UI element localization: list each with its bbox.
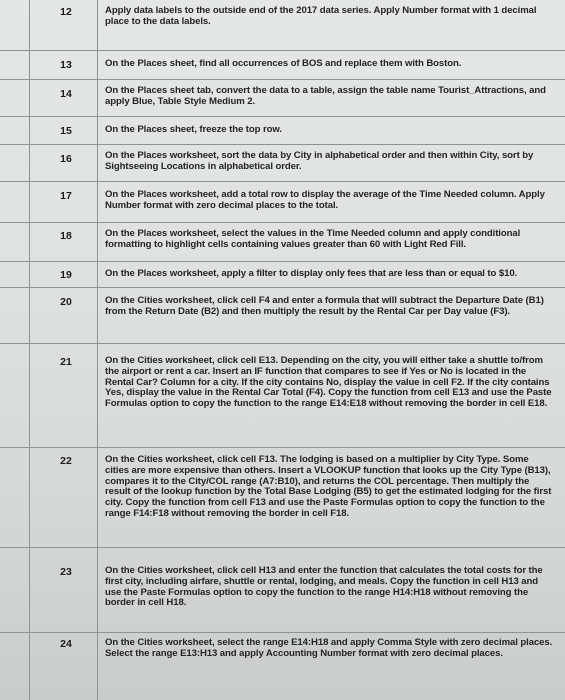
step-text: On the Places worksheet, select the values in the Time Needed column and apply conditional formatting to highlight cells containing values greater than 60 with Light Red Fill. <box>105 228 521 250</box>
step-number: 21 <box>60 356 72 368</box>
step-number: 18 <box>60 230 72 242</box>
table-row <box>0 182 565 223</box>
table-row <box>0 633 565 700</box>
step-text: On the Places worksheet, sort the data by City in alphabetical order and then within City, sort by Sightseeing Locations in alphabetical order. <box>105 150 534 172</box>
step-text: On the Cities worksheet, click cell H13 and enter the function that calculates the total costs for the first city, including airfare, shuttle or rental, lodging, and meals. Copy the function in cell H13 and use the Paste Formulas option to copy the function to the range H14:H18 without removing the border in cell H18. <box>105 565 543 609</box>
table-row <box>0 548 565 633</box>
step-text: On the Places worksheet, apply a filter to display only fees that are less than or equal to $10. <box>105 268 518 279</box>
step-number: 13 <box>60 59 72 71</box>
step-text: On the Cities worksheet, select the range E14:H18 and apply Comma Style with zero decimal places. Select the range E13:H13 and apply Accounting Number format with zero decimal places. <box>105 637 553 659</box>
step-text: On the Places sheet, freeze the top row. <box>105 124 282 135</box>
step-text: Apply data labels to the outside end of the 2017 data series. Apply Number format with 1 decimal place to the data labels. <box>105 5 537 27</box>
step-text: On the Cities worksheet, click cell E13. Depending on the city, you will either take a shuttle to/from the airport or rent a car. Insert an IF function that compares to see if Yes or No is located in the Rental Car? Column for a city. If the city contains No, display the value in cell F2. If the city contains Yes, display the value in the Rental Car Total (F4). Copy the function from cell E13 and use the Paste Formulas option to copy the function to the range E14:E18 without removing the border in cell E18. <box>105 355 552 410</box>
table-row <box>0 117 565 145</box>
step-number: 22 <box>60 455 72 467</box>
table-row <box>0 51 565 80</box>
table-row <box>0 448 565 548</box>
table-row <box>0 145 565 182</box>
step-number: 24 <box>60 638 72 650</box>
step-text: On the Places sheet tab, convert the data to a table, assign the table name Tourist_Attractions, and apply Blue, Table Style Medium 2. <box>105 85 546 107</box>
step-number: 17 <box>60 190 72 202</box>
step-number: 20 <box>60 296 72 308</box>
step-number: 16 <box>60 153 72 165</box>
table-row <box>0 80 565 117</box>
step-number: 15 <box>60 125 72 137</box>
table-row <box>0 223 565 262</box>
table-row <box>0 344 565 448</box>
step-number: 12 <box>60 6 72 18</box>
table-row <box>0 288 565 344</box>
table-row <box>0 0 565 51</box>
step-text: On the Cities worksheet, click cell F13. The lodging is based on a multiplier by City Type. Some cities are more expensive than others. Insert a VLOOKUP function that looks up the City Type (B13), compares it to the City/COL range (A7:B10), and returns the COL percentage. Then multiply the result of the lookup function by the Total Base Lodging (B5) to get the estimated lodging for the first city. Copy the function from cell F13 and use the Paste Formulas option to copy the function to the range F14:F18 without removing the border in cell F18. <box>105 454 552 519</box>
step-number: 14 <box>60 88 72 100</box>
step-text: On the Places sheet, find all occurrences of BOS and replace them with Boston. <box>105 58 462 69</box>
table-row <box>0 262 565 288</box>
step-number: 23 <box>60 566 72 578</box>
step-text: On the Cities worksheet, click cell F4 and enter a formula that will subtract the Departure Date (B1) from the Return Date (B2) and then multiply the result by the Rental Car per Day value (F3). <box>105 295 544 317</box>
step-number: 19 <box>60 269 72 281</box>
step-text: On the Places worksheet, add a total row to display the average of the Time Needed column. Apply Number format with zero decimal places to the total. <box>105 189 545 211</box>
